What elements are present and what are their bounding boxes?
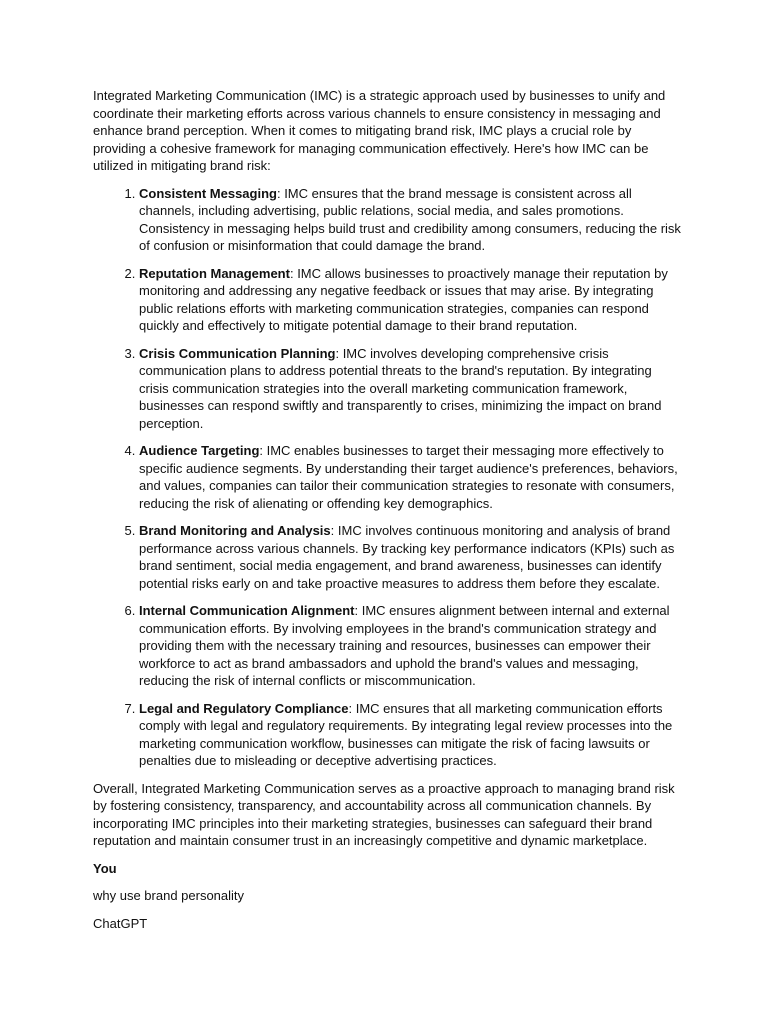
user-speaker-label: You	[93, 860, 117, 876]
user-message: why use brand personality	[93, 888, 245, 903]
intro-paragraph: Integrated Marketing Communication (IMC) is a strategic approach used by businesses to unify and coordinate their marketing efforts across various channels to ensure consistency in messaging and enhance brand perception. When it comes to mitigating brand risk, IMC plays a crucial role by providing a cohesive framework for managing communication effectively. Here's how IMC can be utilized in mitigating brand risk:	[93, 88, 666, 173]
list-item	[139, 602, 683, 690]
risk-mitigation-list	[93, 185, 683, 770]
list-item-text: : IMC involves continuous monitoring and analysis of brand performance across various channels. By tracking key performance indicators (KPIs) such as brand sentiment, social media engagement, and brand awareness, businesses can identify potential risks early on and take proactive measures to address them before they escalate.	[139, 523, 675, 591]
list-item	[139, 185, 683, 255]
list-item-term: Consistent Messaging	[139, 185, 277, 201]
closing-paragraph: Overall, Integrated Marketing Communication serves as a proactive approach to managing brand risk by fostering consistency, transparency, and accountability across all communication channels. By incorporating IMC principles into their marketing strategies, businesses can safeguard their brand reputation and maintain consumer trust in an increasingly competitive and dynamic marketplace.	[93, 780, 675, 848]
list-item	[139, 265, 683, 335]
document-page	[93, 87, 683, 942]
list-item-term: Brand Monitoring and Analysis	[139, 523, 331, 538]
list-item-term: Reputation Management	[139, 265, 290, 281]
list-item-term: Internal Communication Alignment	[139, 603, 355, 618]
list-item-term: Legal and Regulatory Compliance	[139, 700, 349, 716]
list-item-term: Audience Targeting	[139, 443, 260, 458]
list-item-term: Crisis Communication Planning	[139, 345, 336, 361]
list-item	[139, 345, 683, 433]
list-item-text: : IMC enables businesses to target their messaging more effectively to specific audience segments. By understanding their target audience's preferences, behaviors, and values, companies can tailor their communication strategies to resonate with consumers, reducing the risk of alienating or offending key demographics.	[139, 443, 678, 511]
assistant-speaker-label: ChatGPT	[93, 915, 148, 931]
list-item-text: : IMC ensures alignment between internal and external communication efforts. By involving employees in the brand's communication strategy and providing them with the necessary training and resources, businesses can empower their workforce to act as brand ambassadors and uphold the brand's values and messaging, reducing the risk of internal conflicts or miscommunication.	[139, 603, 670, 688]
list-item-text: : IMC allows businesses to proactively manage their reputation by monitoring and addressing any negative feedback or issues that may arise. By integrating public relations efforts with marketing communication strategies, companies can respond quickly and effectively to mitigate potential damage to their brand reputation.	[139, 265, 668, 333]
list-item	[139, 522, 683, 592]
list-item-text: : IMC involves developing comprehensive crisis communication plans to address potential threats to the brand's reputation. By integrating crisis communication strategies into the overall marketing communication framework, businesses can respond swiftly and transparently to crises, minimizing the impact on brand perception.	[139, 345, 662, 431]
list-item-text: : IMC ensures that the brand message is consistent across all channels, including advertising, public relations, social media, and sales promotions. Consistency in messaging helps build trust and credibility among consumers, reducing the risk of confusion or misinformation that could damage the brand.	[139, 185, 681, 253]
list-item	[139, 700, 683, 770]
list-item-text: : IMC ensures that all marketing communication efforts comply with legal and regulatory requirements. By integrating legal review processes into the marketing communication workflow, businesses can mitigate the risk of facing lawsuits or penalties due to misleading or deceptive advertising practices.	[139, 700, 673, 768]
list-item	[139, 442, 683, 512]
